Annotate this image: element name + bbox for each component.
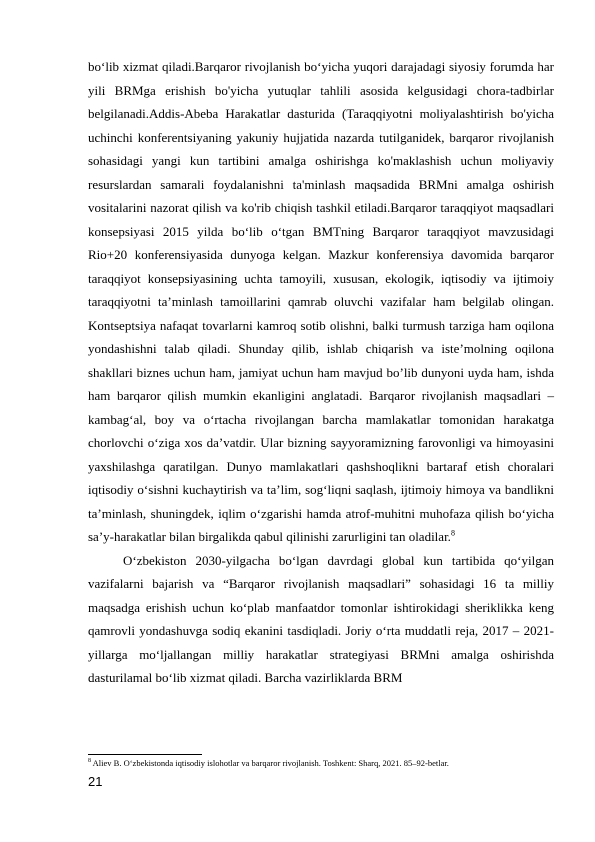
- footnote: [88, 756, 558, 769]
- paragraph-1: [88, 55, 554, 549]
- paragraph-1-text: bo‘lib xizmat qiladi.Barqaror rivojlanish bo‘yicha yuqori darajadagi siyosiy forumda har yili BRMga erishish bo'yicha yutuqlar tahlili asosida kelgusidagi chora-tadbirlar belgilanadi.Addis-Abeba Harakatlar dasturida (Taraqqiyotni moliyalashtirish bo'yicha uchinchi konferentsiyaning yakuniy hujjatida nazarda tutilganidek, barqaror rivojlanish sohasidagi yangi kun tartibini amalga oshirishga ko'maklashish uchun moliyaviy resurslardan samarali foydalanishni ta'minlash maqsadida BRMni amalga oshirish vositalarini nazorat qilish va ko'rib chiqish tashkil etiladi.Barqaror taraqqiyot maqsadlari konsepsiyasi 2015 yilda bo‘lib o‘tgan BMTning Barqaror taraqqiyot mavzusidagi Rio+20 konferensiyasida dunyoga kelgan. Mazkur konferensiya davomida barqaror taraqqiyot konsepsiyasining uchta tamoyili, xususan, ekologik, iqtisodiy va ijtimoiy taraqqiyotni ta’minlash tamoillarini qamrab oluvchi vazifalar ham belgilab olingan. Kontseptsiya nafaqat tovarlarni kamroq sotib olishni, balki turmush tarziga ham oqilona yondashishni talab qiladi. Shunday qilib, ishlab chiqarish va iste’molning oqilona shakllari biznes uchun ham, jamiyat uchun ham mavjud bo’lib dunyoni uyda ham, ishda ham barqaror qilish mumkin ekanligini anglatadi. Barqaror rivojlanish maqsadlari – kambag‘al, boy va o‘rtacha rivojlangan barcha mamlakatlar tomonidan harakatga chorlovchi o‘ziga xos da’vatdir. Ular bizning sayyoramizning farovonligi va himoyasini yaxshilashga qaratilgan. Dunyo mamlakatlari qashshoqlikni bartaraf etish choralari iqtisodiy o‘sishni kuchaytirish va ta’lim, sog‘liqni saqlash, ijtimoiy himoya va bandlikni ta’minlash, shuningdek, iqlim o‘zgarishi hamda atrof-muhitni muhofaza qilish bo‘yicha sa’y-harakatlar bilan birgalikda qabul qilinishi zarurligini tan oladilar.: [88, 59, 554, 545]
- footnote-separator: [88, 754, 202, 755]
- footnote-reference: 8: [450, 528, 455, 538]
- paragraph-2: [88, 549, 554, 690]
- paragraph-2-text: O‘zbekiston 2030-yilgacha bo‘lgan davrdagi global kun tartibida qo‘yilgan vazifalarni bajarish va “Barqaror rivojlanish maqsadlari” sohasidagi 16 ta milliy maqsadga erishish uchun ko‘plab manfaatdor tomonlar ishtirokidagi sheriklikka keng qamrovli yondashuvga sodiq ekanini tasdiqladi. Joriy o‘rta muddatli reja, 2017 – 2021-yillarga mo‘ljallangan milliy harakatlar strategiyasi BRMni amalga oshirishda dasturilamal bo‘lib xizmat qiladi. Barcha vazirliklarda BRM: [88, 552, 554, 686]
- footnote-number: 8: [88, 758, 91, 764]
- page-number: 21: [88, 774, 103, 789]
- footnote-text: Aliev B. O‘zbekistonda iqtisodiy islohotlar va barqaror rivojlanish. Toshkent: Sharq, 2021. 85–92-betlar.: [91, 757, 449, 768]
- body-text: [88, 55, 554, 690]
